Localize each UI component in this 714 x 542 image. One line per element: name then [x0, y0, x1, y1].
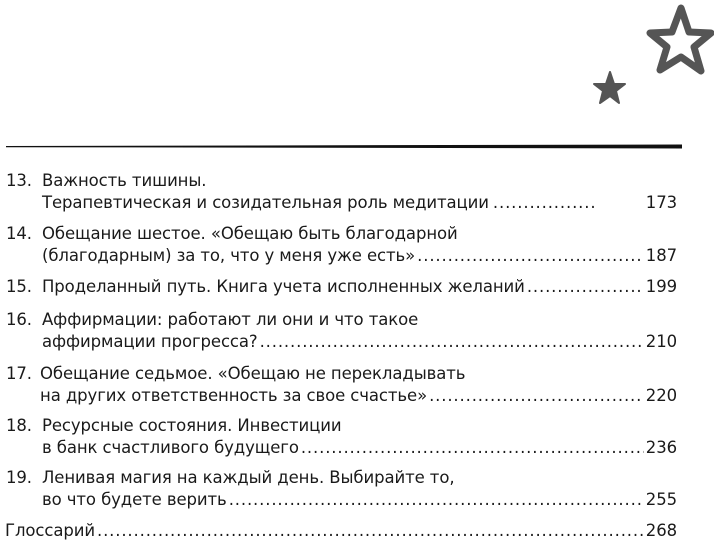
- page-number: 236: [645, 438, 677, 457]
- toc-entry-19[interactable]: [0, 467, 690, 511]
- entry-title-line: Важность тишины.: [42, 171, 207, 190]
- toc-entry-17[interactable]: [0, 363, 690, 407]
- toc-entry-13[interactable]: [0, 170, 690, 214]
- leader-dots: [301, 437, 644, 459]
- leader-dots: [493, 192, 597, 214]
- leader-dots: [429, 385, 644, 407]
- leader-dots: [97, 520, 644, 542]
- leader-dots: [417, 245, 644, 267]
- entry-number: 19.: [6, 468, 32, 487]
- glossary-label: Глоссарий: [5, 521, 95, 540]
- toc-entry-16[interactable]: [0, 309, 690, 353]
- large-star-icon: [650, 8, 711, 71]
- leader-dots: [527, 276, 644, 298]
- entry-title-line: Терапевтическая и созидательная роль медитации: [42, 193, 489, 212]
- entry-number: 16.: [6, 310, 32, 329]
- entry-title-line: (благодарным) за то, что у меня уже есть»: [42, 246, 416, 265]
- entry-title-line: Ленивая магия на каждый день. Выбирайте то,: [42, 468, 455, 487]
- page-number: 220: [645, 386, 677, 405]
- toc-entry-14[interactable]: [0, 223, 690, 267]
- page-number: 199: [645, 277, 677, 296]
- entry-number: 15.: [6, 277, 32, 296]
- entry-title-line: Ресурсные состояния. Инвестиции: [42, 416, 342, 435]
- toc-entry-15[interactable]: [0, 276, 690, 298]
- page-number: 210: [645, 332, 677, 351]
- entry-title-line: Аффирмации: работают ли они и что такое: [42, 310, 419, 329]
- entry-title-line: во что будете верить: [42, 490, 227, 509]
- entry-number: 17.: [6, 364, 32, 383]
- entry-title-line: Обещание шестое. «Обещаю быть благодарной: [42, 224, 458, 243]
- toc-entry-18[interactable]: [0, 415, 690, 459]
- leader-dots: [229, 489, 644, 511]
- page-number: 255: [645, 490, 677, 509]
- entry-title-line: на других ответственность за свое счастье»: [40, 386, 428, 405]
- page-number: 268: [645, 521, 677, 540]
- page-number: 187: [645, 246, 677, 265]
- horizontal-rule: [6, 144, 682, 149]
- toc-entry-glossary[interactable]: [0, 520, 690, 542]
- table-of-contents: [0, 170, 690, 540]
- entry-title-line: аффирмации прогресса?: [42, 332, 258, 351]
- entry-title-line: Проделанный путь. Книга учета исполненных желаний: [42, 277, 525, 296]
- small-star-icon: [594, 72, 625, 103]
- entry-number: 13.: [6, 171, 32, 190]
- entry-title-line: Обещание седьмое. «Обещаю не перекладывать: [40, 364, 466, 383]
- entry-title-line: в банк счастливого будущего: [42, 438, 299, 457]
- leader-dots: [260, 331, 644, 353]
- page-number: 173: [645, 193, 677, 212]
- entry-number: 18.: [6, 416, 32, 435]
- entry-number: 14.: [6, 224, 32, 243]
- stars-decoration: [580, 0, 714, 120]
